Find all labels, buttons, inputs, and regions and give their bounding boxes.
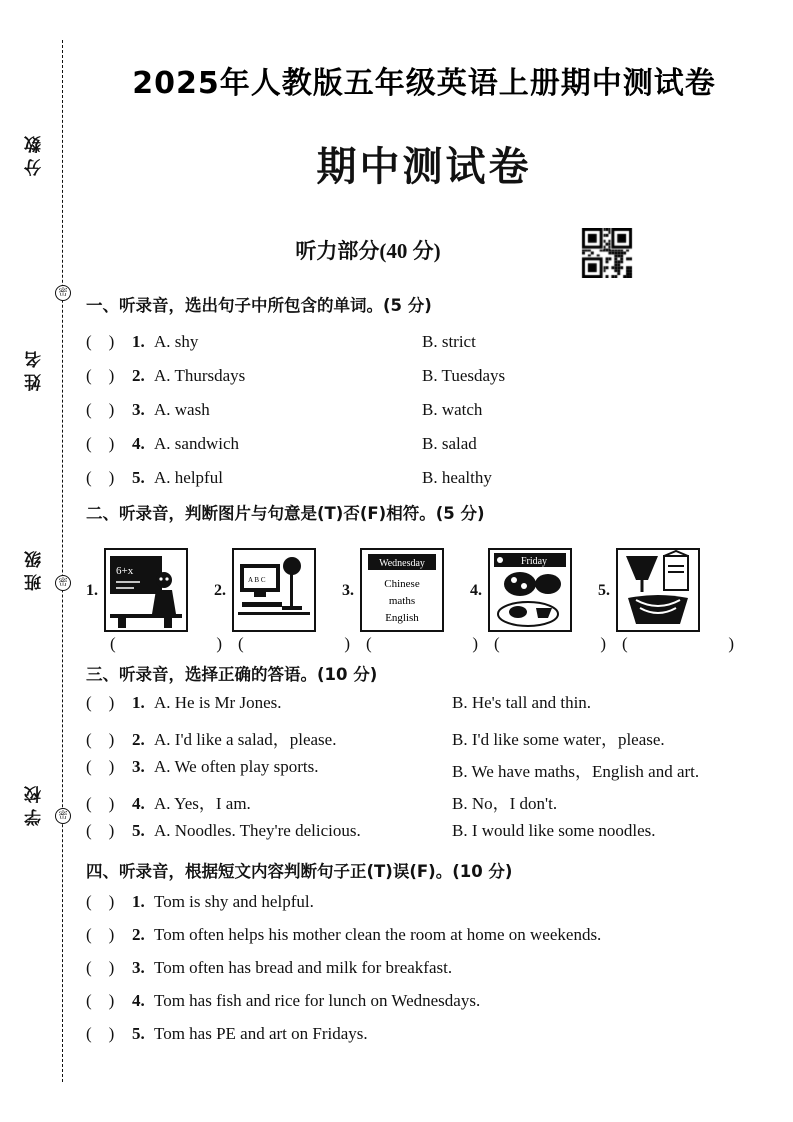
statement-text: Tom has fish and rice for lunch on Wednesdays. [154, 991, 481, 1010]
timetable-wednesday-icon [360, 548, 444, 632]
answer-blank[interactable]: ( ) [622, 634, 757, 653]
answer-blank[interactable]: ( ) [86, 332, 115, 351]
item-number: 1. [132, 693, 145, 712]
option-b: B. He's tall and thin. [452, 693, 592, 712]
option-b: B. No，I don't. [452, 794, 558, 813]
item-number: 3. [132, 958, 145, 977]
answer-blank[interactable]: ( ) [86, 693, 115, 712]
section-1-title: 一、听录音，选出句子中所包含的单词。(5 分) [86, 296, 432, 315]
teacher-at-blackboard-icon [104, 548, 188, 632]
option-b: B. strict [422, 332, 476, 351]
noodles-and-milk-icon [616, 548, 700, 632]
margin-label-name: 姓名 [25, 345, 45, 391]
option-a: A. Noodles. They're delicious. [154, 821, 361, 840]
option-a: A. Thursdays [154, 366, 246, 385]
seal-dot-3: 密 [55, 808, 71, 824]
s4-row-4 [86, 991, 746, 1011]
statement-text: Tom often has bread and milk for breakfast. [154, 958, 453, 977]
answer-blank[interactable]: ( ) [366, 634, 501, 653]
item-number: 4. [132, 434, 145, 453]
answer-blank[interactable]: ( ) [494, 634, 629, 653]
item-number: 1. [132, 332, 145, 351]
s1-row-2 [86, 366, 746, 386]
picture-number: 2. [214, 582, 226, 599]
option-a: A. We often play sports. [154, 757, 319, 776]
picture-number: 5. [598, 582, 610, 599]
item-number: 3. [132, 757, 145, 776]
qr-code-icon [576, 228, 638, 278]
statement-text: Tom is shy and helpful. [154, 892, 314, 911]
margin-strip [0, 0, 70, 1122]
option-a: A. He is Mr Jones. [154, 693, 282, 712]
s1-row-3 [86, 400, 746, 420]
section-3-title: 三、听录音，选择正确的答语。(10 分) [86, 665, 378, 684]
picture-number: 1. [86, 582, 98, 599]
svg-text:6+x: 6+x [116, 565, 134, 577]
answer-blank[interactable]: ( ) [86, 757, 115, 776]
picture-number: 4. [470, 582, 482, 599]
answer-blank[interactable]: ( ) [110, 634, 245, 653]
option-a: A. helpful [154, 468, 223, 487]
option-b: B. I'd like some water，please. [452, 730, 665, 749]
item-number: 2. [132, 925, 145, 944]
margin-label-school: 学校 [25, 780, 45, 826]
s4-row-1 [86, 892, 746, 912]
option-b: B. We have maths，English and art. [452, 762, 700, 781]
answer-blank[interactable]: ( ) [86, 730, 115, 749]
s4-row-5 [86, 1024, 746, 1044]
option-a: A. sandwich [154, 434, 239, 453]
option-b: B. salad [422, 434, 477, 453]
answer-blank[interactable]: ( ) [238, 634, 373, 653]
s3-row-4 [86, 789, 746, 814]
exam-content [78, 0, 778, 1122]
statement-text: Tom often helps his mother clean the room at home on weekends. [154, 925, 602, 944]
svg-text:A B C: A B C [248, 576, 266, 584]
option-b: B. watch [422, 400, 483, 419]
s3-row-3 [86, 757, 746, 781]
s3-row-1 [86, 693, 746, 713]
s1-row-1 [86, 332, 746, 352]
s4-row-3 [86, 958, 746, 978]
margin-label-score: 分数 [25, 130, 45, 176]
picture-row [86, 530, 758, 653]
item-number: 5. [132, 468, 145, 487]
answer-blank[interactable]: ( ) [86, 1024, 115, 1043]
answer-blank[interactable]: ( ) [86, 991, 115, 1010]
margin-label-class: 班级 [25, 545, 45, 591]
answer-blank[interactable]: ( ) [86, 366, 115, 385]
fold-line [62, 40, 63, 1082]
option-a: A. shy [154, 332, 199, 351]
option-a: A. wash [154, 400, 210, 419]
answer-blank[interactable]: ( ) [86, 794, 115, 813]
answer-blank[interactable]: ( ) [86, 468, 115, 487]
item-number: 5. [132, 821, 145, 840]
answer-blank[interactable]: ( ) [86, 925, 115, 944]
item-number: 3. [132, 400, 145, 419]
answer-blank[interactable]: ( ) [86, 821, 115, 840]
option-a: A. I'd like a salad，please. [154, 730, 337, 749]
item-number: 4. [132, 991, 145, 1010]
computer-and-lamp-icon [232, 548, 316, 632]
svg-text:maths: maths [388, 595, 416, 607]
friday-food-calendar-icon [488, 548, 572, 632]
s3-row-2 [86, 725, 746, 750]
s4-row-2 [86, 925, 746, 945]
svg-text:English: English [385, 612, 419, 624]
answer-blank[interactable]: ( ) [86, 400, 115, 419]
item-number: 4. [132, 794, 145, 813]
page-banner-title: 2025年人教版五年级英语上册期中测试卷 [132, 66, 716, 101]
picture-number: 3. [342, 582, 354, 599]
answer-blank[interactable]: ( ) [86, 434, 115, 453]
item-number: 2. [132, 366, 145, 385]
seal-dot-1: 密 [55, 285, 71, 301]
option-a: A. Yes，I am. [154, 794, 251, 813]
page-title: 期中测试卷 [316, 144, 532, 190]
answer-blank[interactable]: ( ) [86, 892, 115, 911]
seal-dot-2: 密 [55, 575, 71, 591]
section-4-title: 四、听录音，根据短文内容判断句子正(T)误(F)。(10 分) [86, 862, 513, 881]
s1-row-4 [86, 434, 746, 454]
section-2-title: 二、听录音，判断图片与句意是(T)否(F)相符。(5 分) [86, 504, 485, 523]
item-number: 1. [132, 892, 145, 911]
listening-section-title: 听力部分(40 分) [295, 239, 441, 263]
item-number: 2. [132, 730, 145, 749]
option-b: B. healthy [422, 468, 492, 487]
svg-text:Friday: Friday [520, 556, 548, 567]
s1-row-5 [86, 468, 746, 488]
svg-text:Wednesday: Wednesday [379, 558, 425, 569]
s3-row-5 [86, 821, 746, 841]
option-b: B. I would like some noodles. [452, 821, 656, 840]
item-number: 5. [132, 1024, 145, 1043]
option-b: B. Tuesdays [422, 366, 506, 385]
statement-text: Tom has PE and art on Fridays. [154, 1024, 368, 1043]
svg-text:Chinese: Chinese [384, 578, 420, 590]
answer-blank[interactable]: ( ) [86, 958, 115, 977]
